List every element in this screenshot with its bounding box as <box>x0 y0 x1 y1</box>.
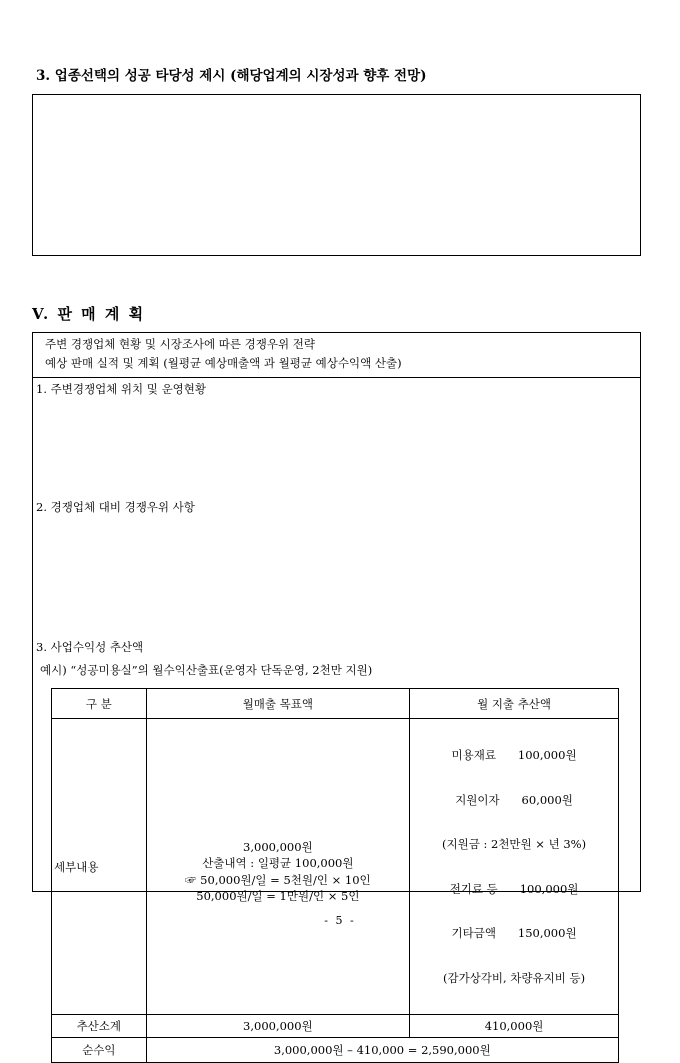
detail-label: 세부내용 <box>52 719 147 1015</box>
header-revenue-target: 월매출 목표액 <box>146 689 409 719</box>
table-row <box>52 1015 619 1038</box>
revenue-line: ☞ 50,000원/일 = 5천원/인 × 10인 <box>185 872 371 887</box>
revenue-line: 3,000,000원 <box>243 839 313 854</box>
example-caption: 예시) “성공미용실”의 월수익산출표(운영자 단독운영, 2천만 지원) <box>40 663 373 677</box>
subtotal-expense: 410,000원 <box>410 1015 619 1038</box>
item-2-advantages: 2. 경쟁업체 대비 경쟁우위 사항 <box>36 500 195 514</box>
header-line-1: 주변 경쟁업체 현황 및 시장조사에 따른 경쟁우위 전략 <box>45 337 315 351</box>
header-line-2: 예상 판매 실적 및 계획 (월평균 예상매출액 과 월평균 예상수익액 산출) <box>45 356 402 370</box>
expense-line: (감가상각비, 차량유지비 등) <box>442 970 586 985</box>
table-row <box>52 719 619 1015</box>
item-1-competitors: 1. 주변경쟁업체 위치 및 운영현황 <box>36 382 207 396</box>
item-3-profitability: 3. 사업수익성 추산액 <box>36 640 144 654</box>
revenue-line: 산출내역 : 일평균 100,000원 <box>202 856 354 870</box>
net-profit-label: 순수익 <box>52 1038 147 1063</box>
expense-line: 지원이자 60,000원 <box>455 792 573 807</box>
header-expense-estimate: 월 지출 추산액 <box>410 689 619 719</box>
subtotal-label: 추산소계 <box>52 1015 147 1038</box>
table-header-row <box>52 689 619 719</box>
expense-line: 기타금액 150,000원 <box>451 926 577 940</box>
section5-title: V. 판 매 계 획 <box>32 305 146 323</box>
expense-detail-cell <box>410 719 619 1015</box>
section3-answer-box[interactable] <box>32 94 641 256</box>
revenue-detail-cell <box>146 719 409 1015</box>
net-profit-value: 3,000,000원 – 410,000 = 2,590,000원 <box>146 1038 618 1063</box>
sales-plan-header <box>33 333 640 378</box>
expense-line: (지원금 : 2천만원 × 년 3%) <box>442 837 587 851</box>
revenue-table <box>51 688 619 1063</box>
section3-title: 3. 업종선택의 성공 타당성 제시 (해당업계의 시장성과 향후 전망) <box>36 68 427 84</box>
subtotal-revenue: 3,000,000원 <box>146 1015 409 1038</box>
page-number: - 5 - <box>324 914 356 927</box>
expense-line: 미용재료 100,000원 <box>451 748 577 762</box>
table-row <box>52 1038 619 1063</box>
sales-plan-box <box>32 332 641 1057</box>
header-category: 구 분 <box>52 689 147 719</box>
revenue-line: 50,000원/일 = 1만원/인 × 5인 <box>196 889 360 903</box>
expense-line: 전기료 등 100,000원 <box>449 881 579 896</box>
